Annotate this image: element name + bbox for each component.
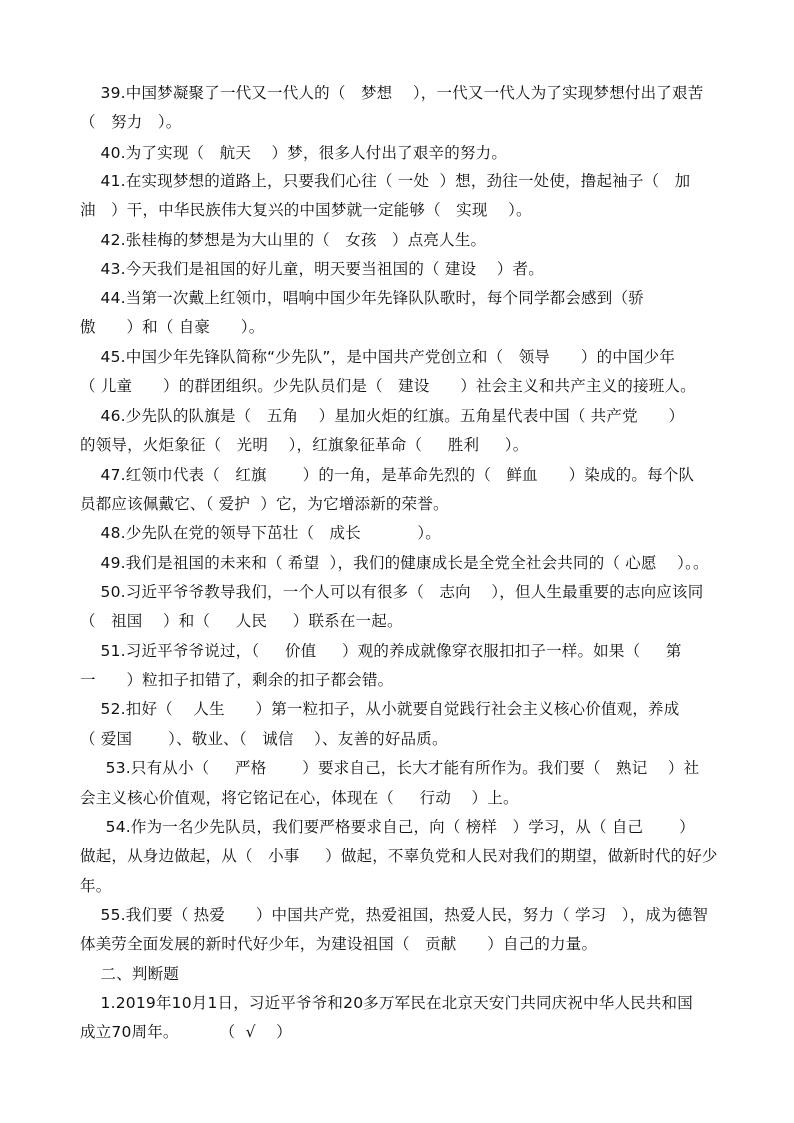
- text-line: 45.中国少年先锋队简称“少先队”，是中国共产党创立和（ 领导 ）的中国少年: [80, 348, 676, 366]
- text-line: 47.红领巾代表（ 红旗 ）的一角，是革命先烈的（ 鲜血 ）染成的。每个队: [80, 466, 695, 484]
- text-line: 年。: [80, 877, 112, 895]
- text-line: 40.为了实现（ 航天 ）梦，很多人付出了艰辛的努力。: [80, 144, 508, 162]
- text-line: 53.只有从小（ 严格 ）要求自己，长大才能有所作为。我们要（ 熟记 ）社: [80, 759, 700, 777]
- text-line: 成立70周年。 （ √ ）: [80, 1023, 292, 1041]
- text-line: （ 努力 ）。: [80, 113, 182, 131]
- text-line: 42.张桂梅的梦想是为大山里的（ 女孩 ）点亮人生。: [80, 231, 487, 249]
- text-line: 傲 ）和（ 自豪 ）。: [80, 318, 265, 336]
- text-line: 43.今天我们是祖国的好儿童，明天要当祖国的（ 建设 ）者。: [80, 260, 544, 278]
- text-line: 49.我们是祖国的未来和（ 希望 ），我们的健康成长是全党全社会共同的（ 心愿 ）。。: [80, 554, 709, 572]
- text-line: 会主义核心价值观，将它铭记在心，体现在（ 行动 ）上。: [80, 789, 519, 807]
- text-line: 44.当第一次戴上红领巾，唱响中国少年先锋队队歌时，每个同学都会感到（骄: [80, 289, 644, 307]
- text-line: 一 ）粒扣子扣错了，剩余的扣子都会错。: [80, 671, 394, 689]
- text-line: （ 儿童 ）的群团组织。少先队员们是（ 建设 ）社会主义和共产主义的接班人。: [80, 377, 696, 395]
- text-line: 1.2019年10月1日，习近平爷爷和20多万军民在北京天安门共同庆祝中华人民共和国: [80, 994, 693, 1012]
- text-line: 的领导，火炬象征（ 光明 ），红旗象征革命（ 胜利 ）。: [80, 436, 529, 454]
- text-line: 46.少先队的队旗是（ 五角 ）星加火炬的红旗。五角星代表中国（ 共产党 ）: [80, 407, 685, 425]
- text-line: 41.在实现梦想的道路上，只要我们心往（ 一处 ）想，劲往一处使，撸起袖子（ 加: [80, 172, 691, 190]
- text-line: （ 祖国 ）和（ 人民 ）联系在一起。: [80, 612, 403, 630]
- text-line: （ 爱国 ）、敬业、（ 诚信 ）、友善的好品质。: [80, 730, 448, 748]
- text-line: 油 ）干，中华民族伟大复兴的中国梦就一定能够（ 实现 ）。: [80, 201, 532, 219]
- text-line: 体美劳全面发展的新时代好少年，为建设祖国（ 贡献 ）自己的力量。: [80, 935, 598, 953]
- text-line: 48.少先队在党的领导下茁壮（ 成长 ）。: [80, 524, 441, 542]
- text-line: 51.习近平爷爷说过，（ 价值 ）观的养成就像穿衣服扣扣子一样。如果（ 第: [80, 642, 682, 660]
- text-line: 39.中国梦凝聚了一代又一代人的（ 梦想 ），一代又一代人为了实现梦想付出了艰苦: [80, 84, 704, 102]
- text-line: 做起，从身边做起，从（ 小事 ）做起，不辜负党和人民对我们的期望，做新时代的好少: [80, 847, 718, 865]
- text-line: 55.我们要（ 热爱 ）中国共产党，热爱祖国，热爱人民，努力（ 学习 ），成为德智: [80, 906, 709, 924]
- text-line: 员都应该佩戴它、（ 爱护 ）它，为它增添新的荣誉。: [80, 495, 449, 513]
- text-line: 54.作为一名少先队员，我们要严格要求自己，向（ 榜样 ）学习，从（ 自己 ）: [80, 818, 695, 836]
- text-line: 50.习近平爷爷教导我们，一个人可以有很多（ 志向 ），但人生最重要的志向应该同: [80, 583, 704, 601]
- section-heading: 二、判断题: [80, 965, 180, 983]
- text-line: 52.扣好（ 人生 ）第一粒扣子，从小就要自觉践行社会主义核心价值观，养成: [80, 700, 680, 718]
